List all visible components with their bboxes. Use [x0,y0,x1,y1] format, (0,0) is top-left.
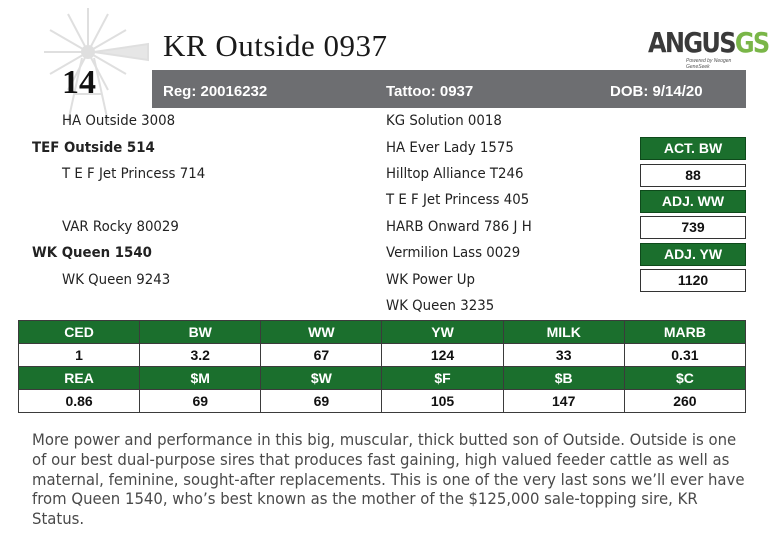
logo-wordmark: ANGUSGS [648,26,769,59]
epd-value-cell: 69 [140,390,261,413]
pedigree-sire-dam: T E F Jet Princess 714 [62,166,206,182]
epd-value-cell: 1 [19,344,140,367]
description-paragraph: More power and performance in this big, muscular, thick butted son of Outside. Outside is one of our best dual-purpose sires that produces fast gaining, high valued feeder cattle as well as maternal, feminine, sought-after replacements. This is one of the very last sons we’ll ever have from Queen 1540, who’s best known as the mother of the $125,000 sale-topping sire, KR Status. [32,430,745,529]
adjusted-yearling-weight-value: 1120 [640,269,746,292]
epd-header-cell: $F [382,367,503,390]
date-of-birth: DOB: 9/14/20 [610,83,703,100]
logo-tagline: Powered by Neogen GeneSeek [686,58,732,70]
actual-birth-weight-label: ACT. BW [640,137,746,160]
pedigree-ancestor: T E F Jet Princess 405 [386,192,530,208]
adjusted-weaning-weight-value: 739 [640,216,746,239]
epd-header-cell: MARB [624,321,745,344]
epd-header-cell: $B [503,367,624,390]
epd-value-cell: 69 [261,390,382,413]
epd-header-cell: $W [261,367,382,390]
pedigree-sire: TEF Outside 514 [32,140,155,156]
registration-bar [152,70,746,108]
pedigree-dam-dam: WK Queen 9243 [62,272,171,288]
pedigree-ancestor: HA Ever Lady 1575 [386,140,514,156]
pedigree-ancestor: Hilltop Alliance T246 [386,166,524,182]
pedigree-ancestor: WK Queen 3235 [386,298,495,314]
description-text [32,430,752,529]
adjusted-yearling-weight-label: ADJ. YW [640,243,746,266]
tattoo: Tattoo: 0937 [386,83,474,100]
epd-header-row [19,367,746,390]
pedigree-dam-sire: VAR Rocky 80029 [62,219,179,235]
epd-value-row [19,344,746,367]
pedigree-ancestor: KG Solution 0018 [386,113,502,129]
epd-value-cell: 124 [382,344,503,367]
epd-value-cell: 105 [382,390,503,413]
epd-table [18,320,746,413]
registration-number: Reg: 20016232 [163,83,268,100]
epd-header-row [19,321,746,344]
pedigree-ancestor: HARB Onward 786 J H [386,219,532,235]
epd-value-cell: 0.86 [19,390,140,413]
pedigree-dam: WK Queen 1540 [32,245,152,261]
epd-header-cell: WW [261,321,382,344]
actual-birth-weight-value: 88 [640,164,746,187]
epd-header-cell: REA [19,367,140,390]
epd-value-cell: 260 [624,390,745,413]
epd-header-cell: MILK [503,321,624,344]
epd-header-cell: $M [140,367,261,390]
epd-value-cell: 147 [503,390,624,413]
angus-gs-logo [648,26,769,70]
epd-value-cell: 33 [503,344,624,367]
lot-number: 14 [62,64,96,101]
epd-header-cell: YW [382,321,503,344]
epd-value-cell: 3.2 [140,344,261,367]
epd-value-cell: 67 [261,344,382,367]
animal-name-title: KR Outside 0937 [163,28,388,63]
epd-value-row [19,390,746,413]
epd-header-cell: $C [624,367,745,390]
adjusted-weaning-weight-label: ADJ. WW [640,190,746,213]
pedigree-sire-sire: HA Outside 3008 [62,113,176,129]
epd-header-cell: BW [140,321,261,344]
pedigree-ancestor: Vermilion Lass 0029 [386,245,521,261]
epd-value-cell: 0.31 [624,344,745,367]
epd-header-cell: CED [19,321,140,344]
pedigree-ancestor: WK Power Up [386,272,475,288]
